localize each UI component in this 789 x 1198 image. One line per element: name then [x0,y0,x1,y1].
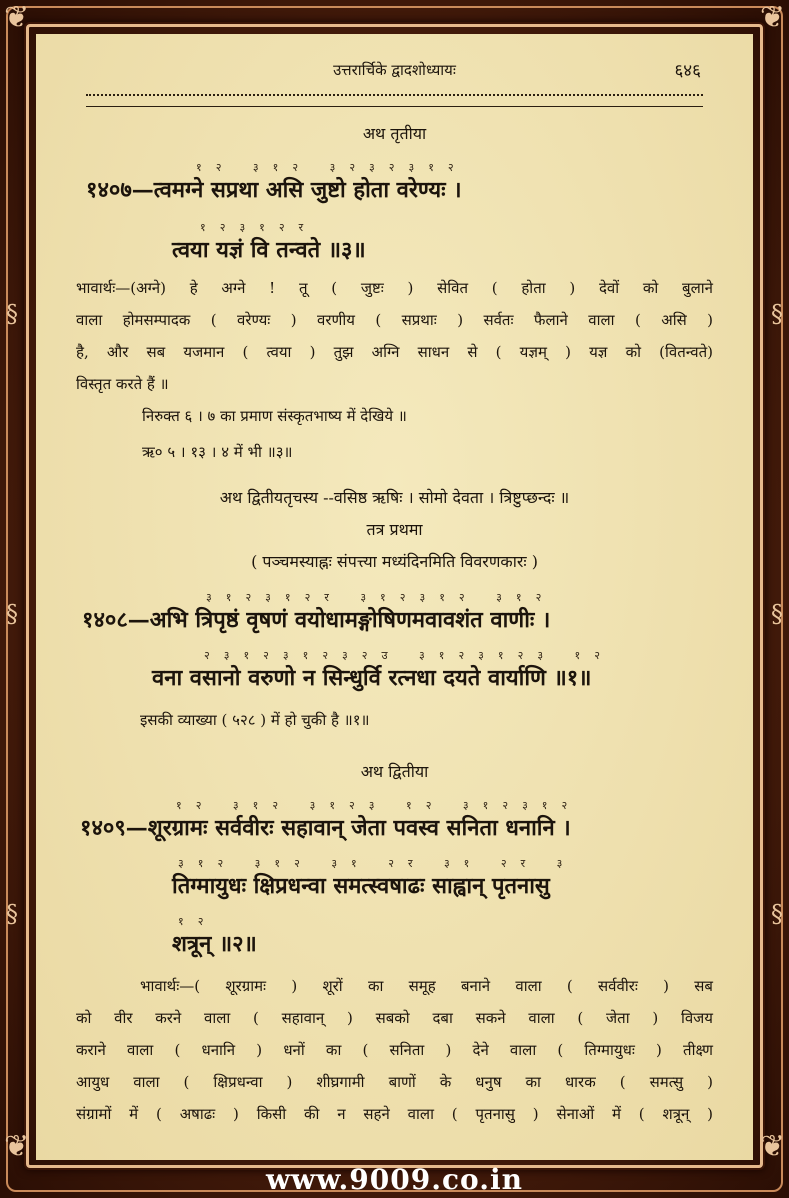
scroll-ornament-icon: ❦ [759,1129,785,1164]
accent-marks: १२ ३१२ ३१२३ १२ ३१२३१२ [176,799,582,812]
book-page [36,34,753,1160]
bhavarth-line: आयुध वाला ( क्षिप्रधन्वा ) शीघ्रगामी बाणों के धनुष का धारक ( समत्सु ) [76,1073,713,1091]
scroll-ornament-icon: ❦ [4,0,30,35]
commentator-note: ( पञ्चमस्याह्नः संपत्त्या मध्यंदिनमिति विवरणकारः ) [251,552,538,571]
accent-marks: ३१२ ३१२ ३१ २र ३१ २र ३ [178,857,577,870]
page-number: ६४६ [674,61,701,81]
bhavarth-line: है, और सब यजमान ( त्वया ) तुझ अग्नि साधन से ( यज्ञम् ) यज्ञ को (वितन्वते) [76,343,713,361]
mantra-line: १४०८—अभि त्रिपृष्ठं वृषणं वयोधामङ्गोषिणमवावशंत वाणीः । [82,607,551,633]
bhavarth-line: भावार्थः—(अग्ने) हे अग्ने ! तू ( जुष्टः ) सेवित ( होता ) देवों को बुलाने [76,279,713,297]
bhavarth-line: विस्तृत करते हैं ॥ [76,375,169,393]
scroll-ornament-icon: ❦ [759,0,785,35]
section-heading: अथ तृतीया [362,124,427,143]
scroll-ornament-icon: § [771,600,783,628]
accent-marks: १२ ३१२ ३२३२३१२ [196,161,468,174]
bhavarth-line: कराने वाला ( धनानि ) धनों का ( सनिता ) देने वाला ( तिग्मायुधः ) तीक्ष्ण [76,1041,713,1059]
accent-marks: १२ [178,915,218,928]
scroll-ornament-icon: § [6,300,18,328]
section-heading: अथ द्वितीया [360,762,429,781]
section-heading: तत्र प्रथमा [366,520,423,539]
bhavarth-line: को वीर करने वाला ( सहावान् ) सबको दबा सकने वाला ( जेता ) विजय [76,1009,713,1027]
rig-reference: ऋ० ५ । १३ । ४ में भी ॥३॥ [142,443,293,461]
bhavarth-line: भावार्थः—( शूरग्रामः ) शूरों का समूह बनाने वाला ( सर्ववीरः ) सब [140,977,713,995]
scroll-ornament-icon: ❦ [4,1129,30,1164]
mantra-line: शत्रून् ॥२॥ [172,931,257,957]
mantra-line: तिग्मायुधः क्षिप्रधन्वा समत्स्वषाढः साह्वान् पृतनासु [172,873,550,899]
accent-marks: ३१२३१२र ३१२३१२ ३१२ [206,591,556,604]
scroll-ornament-icon: § [771,300,783,328]
scroll-ornament-icon: § [6,900,18,928]
running-title: उत्तरार्चिके द्वादशोध्यायः [333,61,456,79]
header-rule [86,94,703,107]
scroll-ornament-icon: § [771,900,783,928]
section-intro: अथ द्वितीयतृचस्य --वसिष्ठ ऋषिः । सोमो देवता । त्रिष्टुप्छन्दः ॥ [219,488,570,507]
bhavarth-line: वाला होमसम्पादक ( वरेण्यः ) वरणीय ( सप्रथाः ) सर्वतः फैलाने वाला ( असि ) [76,311,713,329]
scroll-ornament-icon: § [6,600,18,628]
accent-marks: २३१२३१२३२उ ३१२३१२३ १२ [204,649,614,662]
bhavarth-line: संग्रामों में ( अषाढः ) किसी की न सहने वाला ( पृतनासु ) सेनाओं में ( शत्रून् ) [76,1105,713,1123]
website-watermark: www.9009.co.in [266,1163,523,1196]
explained-note: इसकी व्याख्या ( ५२८ ) में हो चुकी है ॥१॥ [140,711,370,729]
mantra-line: वना वसानो वरुणो न सिन्धुर्वि रत्नधा दयते वार्याणि ॥१॥ [152,665,592,691]
mantra-line: १४०७—त्वमग्ने सप्रथा असि जुष्टो होता वरेण्यः । [86,177,462,203]
mantra-line: १४०९—शूरग्रामः सर्ववीरः सहावान् जेता पवस्व सनिता धनानि । [80,815,571,841]
mantra-line: त्वया यज्ञं वि तन्वते ॥३॥ [172,237,366,263]
accent-marks: १२३१२र [200,221,318,234]
nirukt-note: निरुक्त ६ । ७ का प्रमाण संस्कृतभाष्य में देखिये ॥ [142,407,407,425]
